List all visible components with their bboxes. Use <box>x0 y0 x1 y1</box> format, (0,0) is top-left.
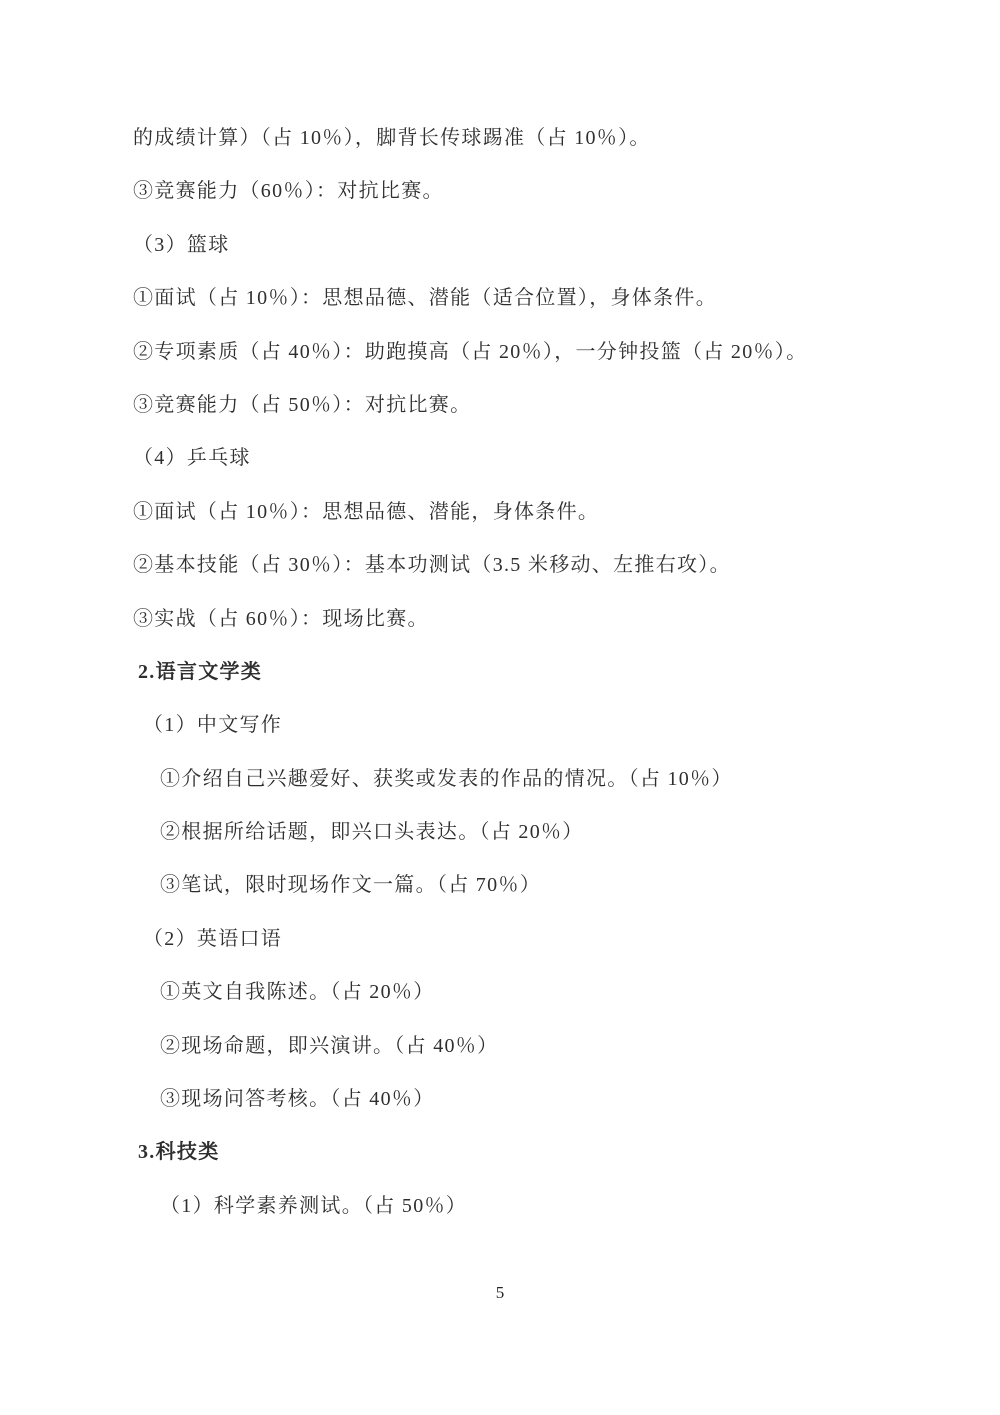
page-number: 5 <box>495 1283 505 1302</box>
doc-line-item: ③现场问答考核。（占 40％） <box>160 1088 435 1111</box>
doc-line-item: ②根据所给话题，即兴口头表达。（占 20％） <box>160 821 584 844</box>
doc-line-item: ①英文自我陈述。（占 20％） <box>160 981 435 1004</box>
doc-line-item: ②现场命题，即兴演讲。（占 40％） <box>160 1034 499 1057</box>
doc-line-subheading-basketball: （3）篮球 <box>133 233 230 256</box>
doc-line-item: ①面试（占 10％）：思想品德、潜能，身体条件。 <box>133 500 600 523</box>
doc-line-item: ①面试（占 10％）：思想品德、潜能（适合位置），身体条件。 <box>133 287 717 310</box>
doc-line-item: ③竞赛能力（60％）：对抗比赛。 <box>133 180 444 203</box>
doc-line-subheading-english-speaking: （2）英语口语 <box>143 927 283 950</box>
doc-line-item: ②专项素质（占 40％）：助跑摸高（占 20％），一分钟投篮（占 20％）。 <box>133 340 808 363</box>
doc-line-item: ①介绍自己兴趣爱好、获奖或发表的作品的情况。（占 10％） <box>160 767 733 790</box>
doc-line-item: ③笔试，限时现场作文一篇。（占 70％） <box>160 874 541 897</box>
doc-line-continuation: 的成绩计算）（占 10％），脚背长传球踢准（占 10％）。 <box>133 127 651 149</box>
document-body <box>0 112 1000 1233</box>
section-heading-science-technology: 3.科技类 <box>138 1141 220 1164</box>
doc-line-item: ③竞赛能力（占 50％）：对抗比赛。 <box>133 393 472 416</box>
section-heading-language-literature: 2.语言文学类 <box>138 660 263 683</box>
doc-line-item: ②基本技能（占 30％）：基本功测试（3.5 米移动、左推右攻）。 <box>133 554 731 577</box>
doc-line-subheading-chinese-writing: （1）中文写作 <box>143 714 283 737</box>
doc-line-subheading-tabletennis: （4）乒乓球 <box>133 447 251 470</box>
doc-line-item: ③实战（占 60％）：现场比赛。 <box>133 607 429 630</box>
doc-line-subheading-science-test: （1）科学素养测试。（占 50％） <box>160 1194 468 1217</box>
